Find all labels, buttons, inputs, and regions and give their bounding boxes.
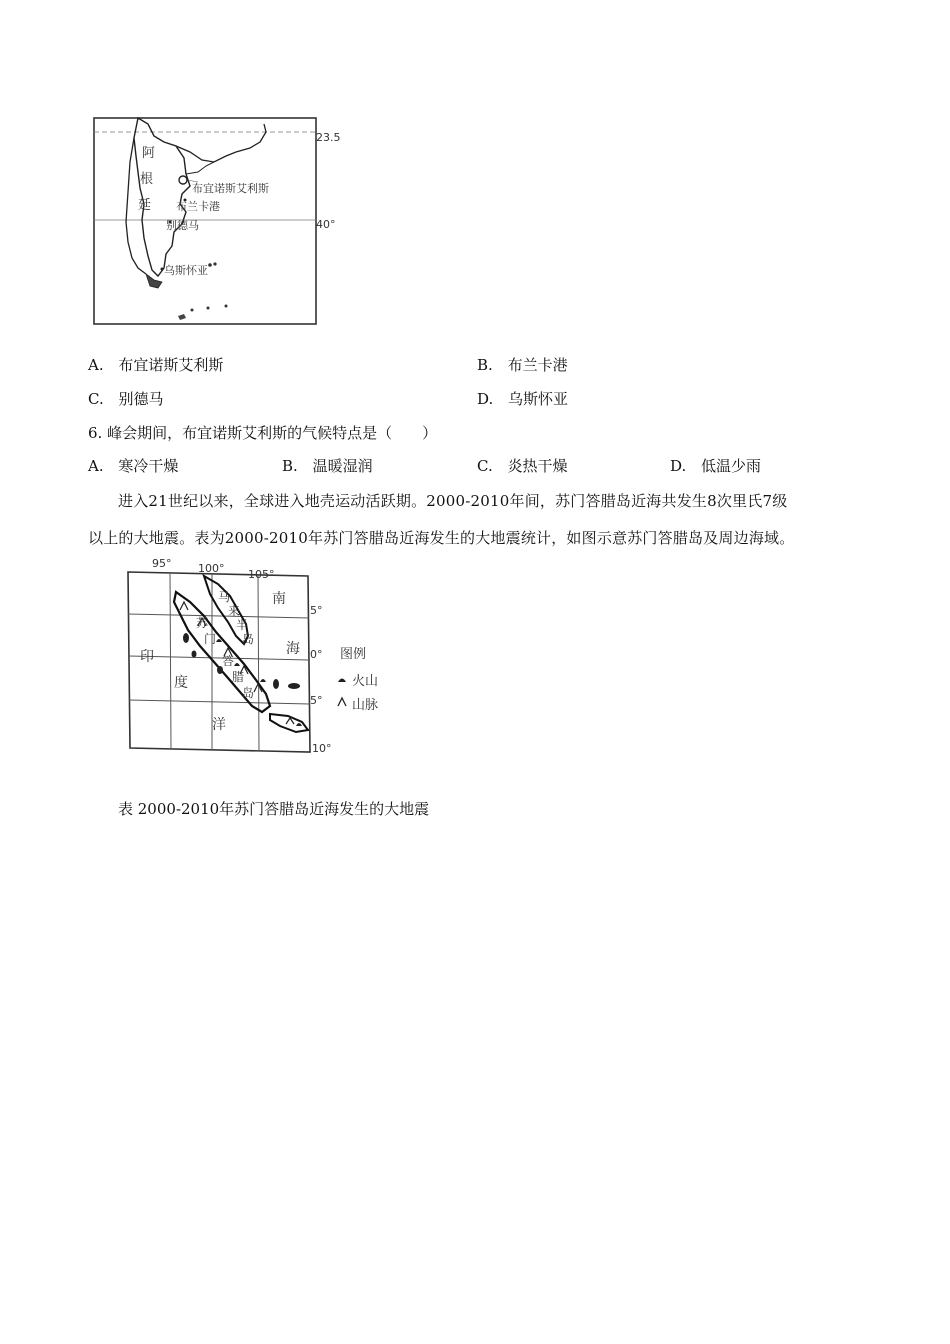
table-caption: 表 2000-2010年苏门答腊岛近海发生的大地震 <box>118 800 430 818</box>
q5-option-d[interactable] <box>477 388 568 409</box>
map1-lat-top: 23.5 <box>316 131 341 144</box>
map2-lat-10s: 10° <box>312 742 332 755</box>
map2-label-ban: 半 <box>236 618 249 632</box>
option-letter: B. <box>282 457 298 475</box>
map1-label-ushuaia: 乌斯怀亚 <box>164 264 208 277</box>
map2-lon-105: 105° <box>248 568 275 581</box>
map1-label-viedma: 别德马 <box>166 219 199 232</box>
map2-label-su: 苏 <box>196 616 209 630</box>
option-letter: A. <box>88 356 104 374</box>
q5-option-c[interactable] <box>88 388 164 409</box>
option-text: 低温少雨 <box>701 457 762 475</box>
q6-option-d[interactable] <box>670 455 761 476</box>
option-letter: B. <box>477 356 493 374</box>
q6-stem: 6. 峰会期间，布宜诺斯艾利斯的气候特点是（ ） <box>88 424 438 442</box>
map1-country-char-3: 廷 <box>138 198 152 213</box>
option-letter: A. <box>88 457 104 475</box>
option-text: 寒冷干燥 <box>118 457 179 475</box>
option-text: 别德马 <box>118 390 164 408</box>
map2-label-men: 门 <box>204 632 217 646</box>
map1-label-bahia-blanca: 布兰卡港 <box>176 200 220 213</box>
map2-lat-5n: 5° <box>310 604 323 617</box>
map2-legend-mountain: 山脉 <box>352 698 379 713</box>
option-letter: C. <box>88 390 104 408</box>
map2-label-du: 度 <box>174 675 188 691</box>
option-letter: D. <box>477 390 494 408</box>
map2-label-yin: 印 <box>140 649 154 665</box>
q6-option-b[interactable] <box>282 455 373 476</box>
option-letter: C. <box>477 457 493 475</box>
sumatra-map <box>120 562 400 762</box>
q6-option-a[interactable] <box>88 455 178 476</box>
map1-country-char-1: 阿 <box>142 146 156 161</box>
map2-label-la: 腊 <box>232 670 245 684</box>
map2-lat-5s: 5° <box>310 694 323 707</box>
map1-label-buenos-aires: 布宜诺斯艾利斯 <box>192 182 269 195</box>
map2-label-ma: 马 <box>218 590 231 604</box>
map2-label-island: 岛 <box>242 686 255 700</box>
map2-label-lai: 来 <box>228 604 241 618</box>
option-text: 炎热干燥 <box>507 457 568 475</box>
map2-legend-title: 图例 <box>340 647 367 662</box>
map2-lat-0: 0° <box>310 648 323 661</box>
map2-legend-volcano: 火山 <box>352 674 379 689</box>
map1-country-char-2: 根 <box>140 172 154 187</box>
map2-label-dao: 岛 <box>242 632 255 646</box>
option-text: 布兰卡港 <box>507 356 568 374</box>
passage-line-2: 以上的大地震。表为2000-2010年苏门答腊岛近海发生的大地震统计，如图示意苏门答腊岛及周边海域。 <box>88 529 795 547</box>
argentina-map <box>86 112 346 330</box>
map1-lat-mid: 40° <box>316 218 336 231</box>
q6-option-c[interactable] <box>477 455 568 476</box>
option-letter: D. <box>670 457 687 475</box>
option-text: 乌斯怀亚 <box>508 390 569 408</box>
map2-lon-100: 100° <box>198 562 225 575</box>
map2-lon-95: 95° <box>152 557 172 570</box>
map2-label-hai: 海 <box>286 641 300 657</box>
map2-label-nan: 南 <box>272 591 286 607</box>
map2-label-yang: 洋 <box>212 717 226 733</box>
option-text: 布宜诺斯艾利斯 <box>118 356 224 374</box>
option-text: 温暖湿润 <box>312 457 373 475</box>
map2-label-da: 答 <box>222 654 235 668</box>
q5-option-b[interactable] <box>477 354 568 375</box>
passage-line-1: 进入21世纪以来，全球进入地壳运动活跃期。2000-2010年间，苏门答腊岛近海共发生8次里氏7级 <box>118 492 788 510</box>
q5-option-a[interactable] <box>88 354 223 375</box>
